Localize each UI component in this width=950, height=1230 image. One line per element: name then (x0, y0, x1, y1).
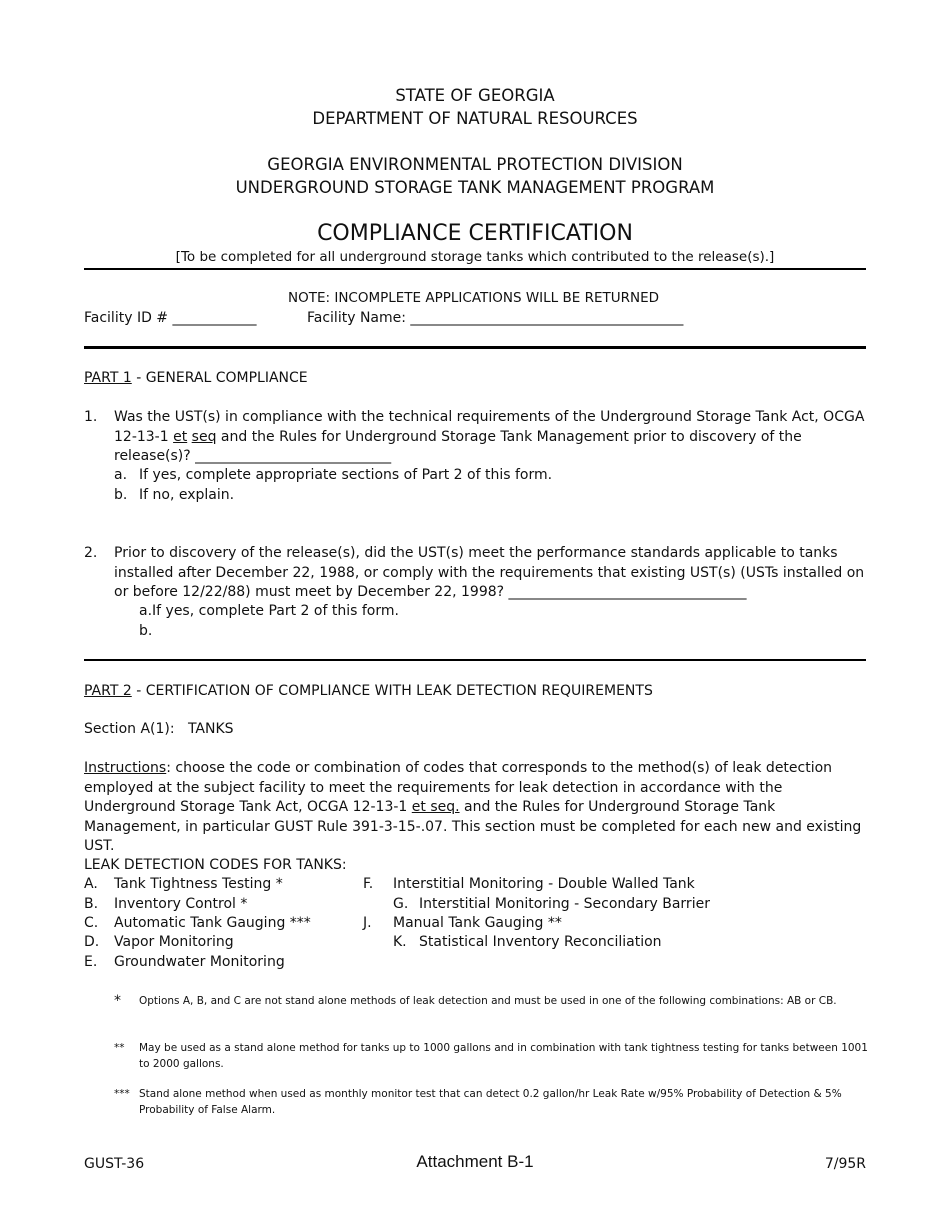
q2-b: b. (139, 623, 153, 639)
header-department: DEPARTMENT OF NATURAL RESOURCES (312, 109, 638, 128)
q1-number: 1. (84, 409, 98, 425)
facility-id (84, 309, 256, 329)
code-e-letter: E. (84, 954, 98, 970)
code-f-letter: F. (363, 876, 374, 892)
facility-name-blank: _______________________________________ (410, 310, 684, 326)
q2-text: Prior to discovery of the release(s), did the UST(s) meet the performance standards applicable to tanks installed after December 22, 1988, or comply with the requirements that existing UST(s) (USTs installed on or before 12/22/88) must meet by December 22, 1998? __________________________________ (114, 545, 865, 600)
q1-text (114, 408, 866, 467)
code-b-letter: B. (84, 896, 99, 912)
code-b-text: Inventory Control * (114, 896, 248, 912)
footnote-1-mark: * (114, 993, 121, 1009)
q1-a-text: If yes, complete appropriate sections of Part 2 of this form. (139, 467, 553, 483)
q1-text-post: and the Rules for Underground Storage Tank Management prior to discovery of the release(s)? ____________________________ (114, 428, 802, 464)
divider-facility (84, 346, 866, 349)
section-tanks: Section A(1): TANKS (84, 721, 234, 737)
code-e-text: Groundwater Monitoring (114, 954, 285, 970)
part1-heading (84, 369, 308, 389)
header-state: STATE OF GEORGIA (395, 86, 555, 105)
q1-b-letter: b. (114, 487, 128, 503)
instructions-label: Instructions (84, 760, 167, 776)
code-j-text: Manual Tank Gauging ** (393, 915, 562, 931)
code-c-text: Automatic Tank Gauging *** (114, 915, 311, 931)
footer-form-number: GUST-36 (84, 1156, 145, 1172)
page-subtitle: [To be completed for all underground storage tanks which contributed to the release(s).] (175, 249, 775, 265)
instructions (84, 759, 874, 857)
facility-id-blank: ____________ (172, 310, 257, 326)
facility-name-label: Facility Name: (307, 310, 406, 326)
part2-label: PART 2 (84, 683, 132, 699)
footer-attachment: Attachment B-1 (416, 1152, 534, 1171)
facility-id-label: Facility ID # (84, 310, 169, 326)
footnote-1-text: Options A, B, and C are not stand alone methods of leak detection and must be used in one of the following combinations: AB or CB. (139, 995, 837, 1007)
header-program: UNDERGROUND STORAGE TANK MANAGEMENT PROGRAM (235, 178, 715, 197)
footnote-3-text: Stand alone method when used as monthly monitor test that can detect 0.2 gallon/hr Leak Rate w/95% Probability of Detection & 5% Probability of False Alarm. (139, 1088, 842, 1116)
code-a-text: Tank Tightness Testing * (114, 876, 283, 892)
q1-a-letter: a. (114, 467, 128, 483)
footnote-2-mark: ** (114, 1042, 125, 1054)
q1-et: et (173, 428, 188, 445)
divider-top (84, 268, 866, 270)
footer-revision: 7/95R (824, 1156, 866, 1172)
instructions-post: and the Rules for Underground Storage Tank Management, in particular GUST Rule 391-3-15-.07. This section must be completed for each new and existing UST. (84, 799, 862, 854)
q2-a: a.If yes, complete Part 2 of this form. (139, 603, 399, 619)
q1-seq: seq (191, 428, 217, 445)
facility-name (307, 309, 683, 329)
part1-label: PART 1 (84, 370, 132, 386)
code-d-text: Vapor Monitoring (114, 934, 234, 950)
instructions-etseq: et seq. (411, 799, 460, 815)
incomplete-note: NOTE: INCOMPLETE APPLICATIONS WILL BE RETURNED (288, 290, 660, 306)
part2-heading (84, 682, 653, 702)
q1-text-pre: Was the UST(s) in compliance with the technical requirements of the Underground Storage Tank Act, OCGA 12-13-1 (114, 409, 865, 445)
q1-b-text: If no, explain. (139, 487, 235, 503)
code-k-letter: K. (393, 934, 407, 950)
code-g-text: Interstitial Monitoring - Secondary Barrier (419, 896, 710, 912)
part1-heading-text: - GENERAL COMPLIANCE (131, 370, 308, 386)
code-f-text: Interstitial Monitoring - Double Walled Tank (393, 876, 695, 892)
footnote-2-text: May be used as a stand alone method for tanks up to 1000 gallons and in combination with tank tightness testing for tanks between 1001 to 2000 gallons. (139, 1042, 868, 1070)
code-c-letter: C. (84, 915, 99, 931)
code-a-letter: A. (84, 876, 98, 892)
code-d-letter: D. (84, 934, 100, 950)
q2-number: 2. (84, 545, 98, 561)
header-division: GEORGIA ENVIRONMENTAL PROTECTION DIVISION (267, 155, 683, 174)
page-title: COMPLIANCE CERTIFICATION (317, 221, 633, 246)
divider-part2 (84, 659, 866, 661)
code-g-letter: G. (393, 896, 409, 912)
code-j-letter: J. (363, 915, 372, 931)
instructions-pre: : choose the code or combination of codes that corresponds to the method(s) of leak detection employed at the subject facility to meet the requirements for leak detection in accordance with the Underground Storage Tank Act, OCGA 12-13-1 (84, 760, 833, 815)
footnote-3-mark: *** (114, 1088, 130, 1100)
part2-heading-text: - CERTIFICATION OF COMPLIANCE WITH LEAK DETECTION REQUIREMENTS (131, 683, 653, 699)
code-k-text: Statistical Inventory Reconciliation (419, 934, 662, 950)
codes-heading: LEAK DETECTION CODES FOR TANKS: (84, 857, 347, 873)
